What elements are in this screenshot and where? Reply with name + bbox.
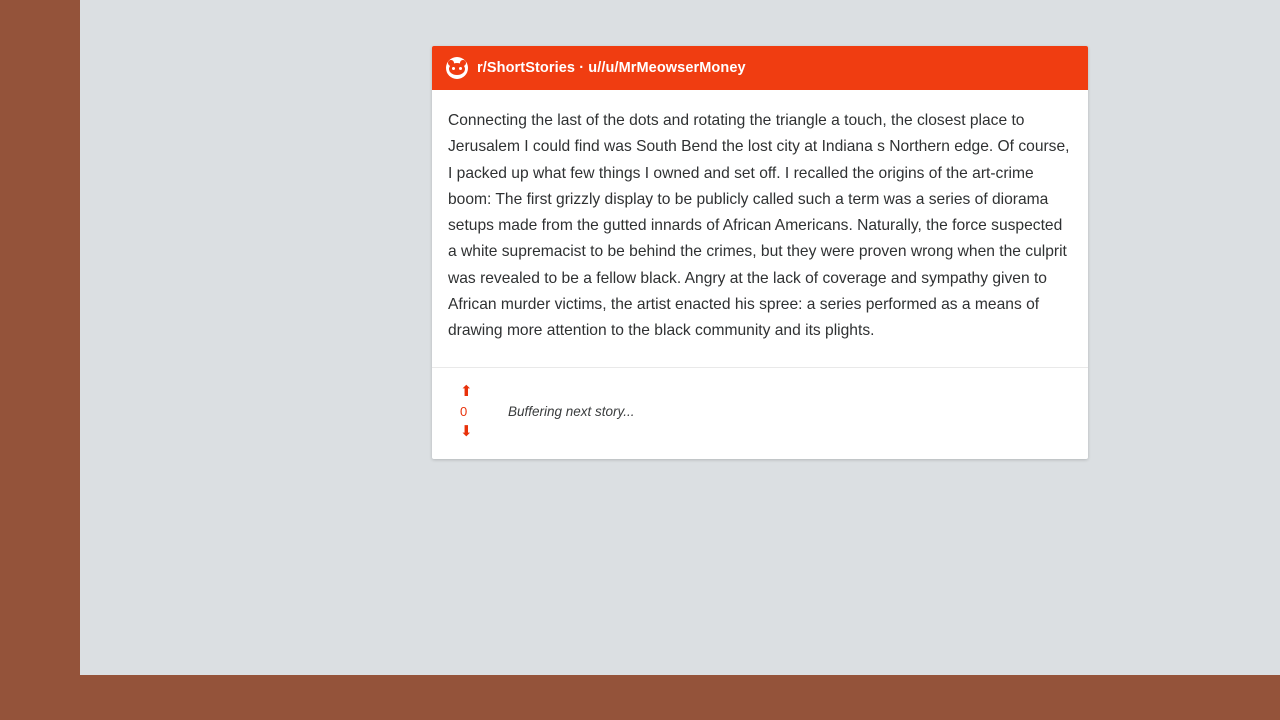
story-text: Connecting the last of the dots and rotating the triangle a touch, the closest place to Jerusalem I could find was South Bend the lost city at Indiana s Northern edge. Of course, I packed up what few things I owned and set off. I recalled the origins of the art-crime boom: The first grizzly display to be publicly called such a term was a series of diorama setups made from the gutted innards of African Americans. Naturally, the force suspected a white supremacist to be behind the crimes, but they were proven wrong when the culprit was revealed to be a fellow black. Angry at the lack of coverage and sympathy given to African murder victims, the artist enacted his spree: a series performed as a means of drawing more attention to the black community and its plights. — [448, 112, 1070, 340]
card-header — [432, 46, 1088, 90]
arrow-up-icon[interactable]: ⬆ — [460, 382, 473, 400]
page-canvas — [80, 0, 1280, 675]
card-body — [432, 90, 1088, 368]
vote-column — [448, 382, 504, 441]
story-card — [432, 46, 1088, 459]
arrow-down-icon[interactable]: ⬇ — [460, 422, 473, 440]
status-message: Buffering next story... — [508, 403, 635, 419]
reddit-snoo-icon — [446, 57, 468, 79]
vote-count: 0 — [460, 403, 468, 419]
subreddit-author-title: r/ShortStories · u//u/MrMeowserMoney — [477, 60, 746, 76]
card-footer — [432, 368, 1088, 459]
